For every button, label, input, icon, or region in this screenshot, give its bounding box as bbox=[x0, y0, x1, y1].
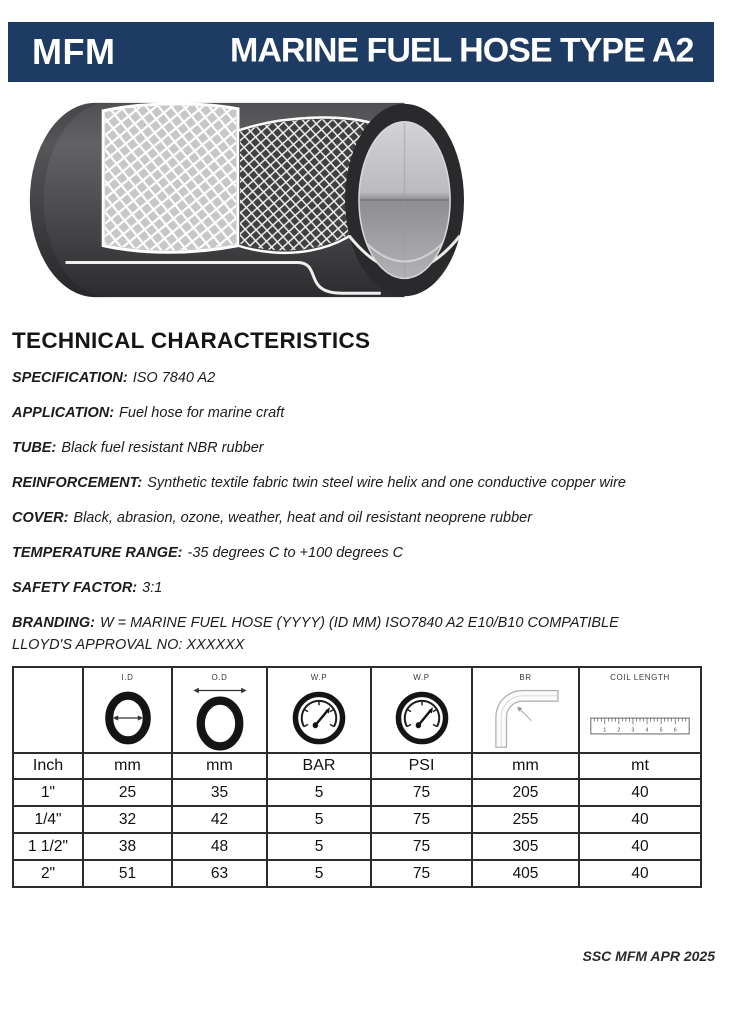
outer-diameter-ring-icon bbox=[191, 683, 249, 752]
svg-text:2: 2 bbox=[617, 726, 621, 733]
cell-wp-psi: 75 bbox=[371, 833, 472, 860]
cell-wp-psi: 75 bbox=[371, 779, 472, 806]
spec-row-temperature-range bbox=[12, 542, 668, 564]
svg-text:4: 4 bbox=[645, 726, 649, 733]
spec-row-application bbox=[12, 402, 668, 424]
col-label-wp-bar: W.P bbox=[310, 673, 328, 682]
section-title: TECHNICAL CHARACTERISTICS bbox=[12, 328, 371, 353]
cell-od-mm: 63 bbox=[172, 860, 267, 887]
cell-od-mm: 42 bbox=[172, 806, 267, 833]
spec-value: W = MARINE FUEL HOSE (YYYY) (ID MM) ISO7840 A2 E10/B10 COMPATIBLE LLOYD'S APPROVAL NO: XXXXXX bbox=[12, 615, 619, 653]
cell-size: 2" bbox=[13, 860, 83, 887]
col-label-id: I.D bbox=[121, 673, 134, 682]
header-bar bbox=[8, 22, 714, 82]
cell-wp-bar: 5 bbox=[267, 860, 371, 887]
spec-label: APPLICATION: bbox=[12, 405, 115, 421]
spec-row-reinforcement bbox=[12, 472, 668, 494]
spec-label: REINFORCEMENT: bbox=[12, 475, 143, 491]
cell-coil-mt: 40 bbox=[579, 779, 701, 806]
cell-size: 1" bbox=[13, 779, 83, 806]
col-label-wp-psi: W.P bbox=[413, 673, 430, 682]
svg-text:6: 6 bbox=[673, 726, 677, 733]
cell-id-mm: 38 bbox=[83, 833, 172, 860]
spec-label: TUBE: bbox=[12, 440, 57, 456]
unit-header: BAR bbox=[267, 753, 371, 779]
table-unit-header-row bbox=[13, 753, 701, 779]
spec-row-specification bbox=[12, 367, 668, 389]
col-label-br: BR bbox=[519, 673, 532, 682]
dimensions-table bbox=[12, 666, 702, 888]
hose-cutaway-image bbox=[12, 96, 464, 310]
spec-label: COVER: bbox=[12, 510, 69, 526]
spec-label: SPECIFICATION: bbox=[12, 370, 128, 386]
cell-wp-bar: 5 bbox=[267, 833, 371, 860]
unit-header: PSI bbox=[371, 753, 472, 779]
col-label-coil-length: COIL LENGTH bbox=[610, 673, 670, 682]
spec-value: -35 degrees C to +100 degrees C bbox=[187, 545, 404, 561]
unit-header: mt bbox=[579, 753, 701, 779]
cell-coil-mt: 40 bbox=[579, 860, 701, 887]
ruler-icon bbox=[589, 683, 691, 752]
table-row bbox=[13, 779, 701, 806]
spec-label: TEMPERATURE RANGE: bbox=[12, 545, 183, 561]
spec-row-cover bbox=[12, 507, 668, 529]
cell-br-mm: 255 bbox=[472, 806, 579, 833]
cell-br-mm: 205 bbox=[472, 779, 579, 806]
table-row bbox=[13, 806, 701, 833]
cell-id-mm: 32 bbox=[83, 806, 172, 833]
svg-text:3: 3 bbox=[631, 726, 635, 733]
inner-diameter-ring-icon bbox=[103, 683, 153, 752]
spec-value: Fuel hose for marine craft bbox=[119, 405, 285, 421]
cell-coil-mt: 40 bbox=[579, 806, 701, 833]
cell-wp-psi: 75 bbox=[371, 860, 472, 887]
unit-header: Inch bbox=[13, 753, 83, 779]
spec-value: Synthetic textile fabric twin steel wire helix and one conductive copper wire bbox=[147, 475, 626, 491]
spec-value: Black fuel resistant NBR rubber bbox=[61, 440, 264, 456]
doc-reference: SSC MFM APR 2025 bbox=[582, 948, 715, 964]
col-label-od: O.D bbox=[211, 673, 228, 682]
spec-row-safety-factor bbox=[12, 577, 668, 599]
spec-value: Black, abrasion, ozone, weather, heat and oil resistant neoprene rubber bbox=[73, 510, 533, 526]
unit-header: mm bbox=[83, 753, 172, 779]
spec-value: 3:1 bbox=[142, 580, 163, 596]
cell-br-mm: 305 bbox=[472, 833, 579, 860]
spec-row-branding bbox=[12, 612, 668, 656]
spec-row-tube bbox=[12, 437, 668, 459]
brand-code: MFM bbox=[32, 31, 116, 72]
spec-value: ISO 7840 A2 bbox=[132, 370, 216, 386]
cell-od-mm: 48 bbox=[172, 833, 267, 860]
spec-label: SAFETY FACTOR: bbox=[12, 580, 138, 596]
cell-size: 1/4" bbox=[13, 806, 83, 833]
unit-header: mm bbox=[172, 753, 267, 779]
table-row bbox=[13, 860, 701, 887]
cell-wp-psi: 75 bbox=[371, 806, 472, 833]
svg-text:1: 1 bbox=[603, 726, 607, 733]
cell-br-mm: 405 bbox=[472, 860, 579, 887]
unit-header: mm bbox=[472, 753, 579, 779]
svg-text:5: 5 bbox=[659, 726, 663, 733]
cell-id-mm: 25 bbox=[83, 779, 172, 806]
cell-od-mm: 35 bbox=[172, 779, 267, 806]
table-icon-header-row bbox=[13, 667, 701, 753]
cell-wp-bar: 5 bbox=[267, 806, 371, 833]
pressure-gauge-icon bbox=[290, 683, 348, 752]
cell-id-mm: 51 bbox=[83, 860, 172, 887]
cell-coil-mt: 40 bbox=[579, 833, 701, 860]
cell-wp-bar: 5 bbox=[267, 779, 371, 806]
spec-list bbox=[12, 367, 668, 669]
cell-size: 1 1/2" bbox=[13, 833, 83, 860]
table-row bbox=[13, 833, 701, 860]
page-title: MARINE FUEL HOSE TYPE A2 bbox=[230, 31, 694, 70]
spec-label: BRANDING: bbox=[12, 615, 95, 631]
bend-radius-elbow-icon bbox=[488, 683, 564, 752]
pressure-gauge-icon bbox=[393, 683, 451, 752]
empty-header-cell bbox=[13, 667, 83, 753]
